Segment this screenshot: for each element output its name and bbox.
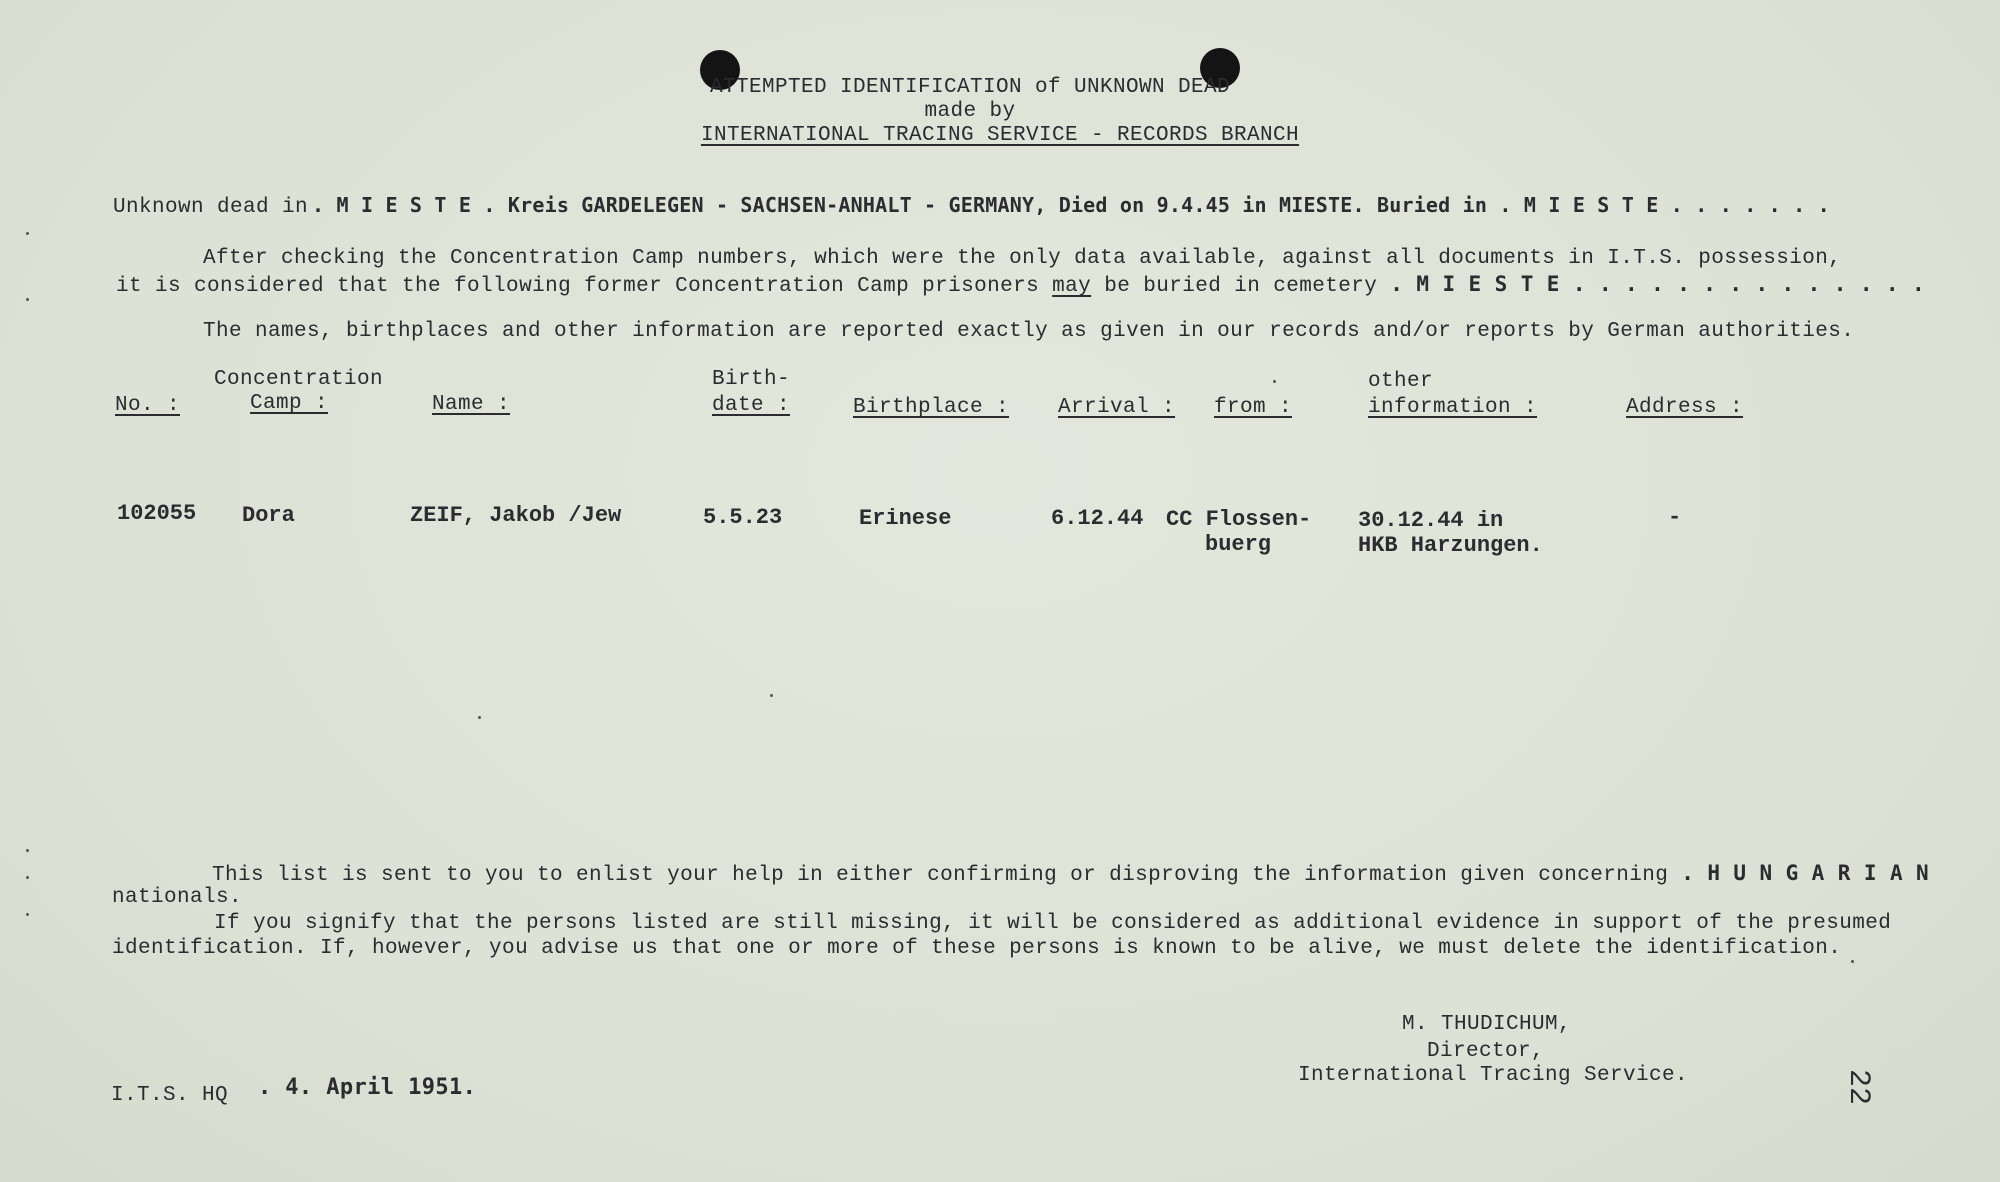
row-other-line-2: HKB Harzungen. [1358, 533, 1543, 558]
unknown-dead-location: . M I E S T E . Kreis GARDELEGEN - SACHSEN-ANHALT - GERMANY, Died on 9.4.45 in MIESTE. Buried in . M I E S T E . . . . . . . [312, 193, 1830, 217]
closing-line-2: nationals. [112, 886, 243, 909]
col-header-camp-top: Concentration [214, 368, 384, 391]
col-header-other-top: other [1368, 370, 1434, 393]
closing-line-3: If you signify that the persons listed are still missing, it will be considered as additional evidence in support of the presumed [214, 912, 1892, 935]
col-header-birthdate: date : [712, 394, 791, 417]
speck [26, 849, 29, 852]
row-camp: Dora [242, 503, 295, 528]
reporting-note: The names, birthplaces and other information are reported exactly as given in our records and/or reports by German authorities. [203, 320, 1855, 343]
cemetery-name: . M I E S T E . . . . . . . . . . . . . . [1390, 272, 1926, 296]
speck [26, 298, 29, 301]
speck [26, 232, 29, 235]
col-header-address: Address : [1626, 396, 1744, 419]
col-header-arrival: Arrival : [1058, 396, 1176, 419]
intro-text: it is considered that the following former Concentration Camp prisoners [116, 275, 1040, 298]
row-from-line-2: buerg [1205, 532, 1272, 557]
closing-text-1: This list is sent to you to enlist your help in either confirming or disproving the information given concerning [212, 864, 1669, 887]
speck [26, 876, 29, 879]
speck [1273, 380, 1276, 383]
footer-date: . 4. April 1951. [258, 1075, 477, 1100]
speck [1851, 960, 1854, 963]
row-birthdate: 5.5.23 [703, 505, 783, 530]
signature-title: Director, [1427, 1040, 1545, 1063]
speck [478, 716, 481, 719]
col-header-birth-top: Birth- [712, 368, 791, 391]
header-subtitle: made by [924, 100, 1016, 123]
signature-name: M. THUDICHUM, [1402, 1013, 1572, 1036]
col-header-no: No. : [115, 394, 181, 417]
nationality: . H U N G A R I A N [1681, 861, 1930, 885]
row-from-line-1: CC Flossen- [1166, 507, 1312, 532]
row-birthplace: Erinese [859, 506, 952, 531]
row-name: ZEIF, Jakob /Jew [410, 503, 622, 528]
unknown-dead-label: Unknown dead in [113, 196, 309, 219]
header-title: ATTEMPTED IDENTIFICATION of UNKNOWN DEAD [709, 76, 1231, 99]
row-no: 102055 [117, 501, 197, 526]
intro-text-2: be buried in cemetery [1104, 275, 1378, 298]
row-other-line-1: 30.12.44 in [1358, 508, 1504, 533]
col-header-name: Name : [432, 393, 511, 416]
closing-line-1 [212, 861, 1929, 887]
footer-place: I.T.S. HQ [111, 1084, 229, 1107]
intro-paragraph-line-2 [116, 272, 1925, 298]
closing-line-4: identification. If, however, you advise us that one or more of these persons is known to be alive, we must delete the identification. [112, 937, 1842, 960]
signature-organization: International Tracing Service. [1298, 1064, 1689, 1087]
col-header-camp: Camp : [250, 392, 329, 415]
header-organization: INTERNATIONAL TRACING SERVICE - RECORDS BRANCH [700, 124, 1300, 147]
col-header-other: information : [1368, 396, 1538, 419]
speck [26, 913, 29, 916]
col-header-birthplace: Birthplace : [853, 396, 1010, 419]
may-underlined: may [1052, 275, 1092, 298]
speck [770, 694, 773, 697]
page-number: 22 [1841, 1068, 1876, 1106]
row-address: - [1668, 505, 1682, 530]
col-header-from: from : [1214, 396, 1293, 419]
row-arrival: 6.12.44 [1051, 506, 1144, 531]
intro-paragraph-line-1: After checking the Concentration Camp numbers, which were the only data available, against all documents in I.T.S. possession, [203, 247, 1842, 270]
